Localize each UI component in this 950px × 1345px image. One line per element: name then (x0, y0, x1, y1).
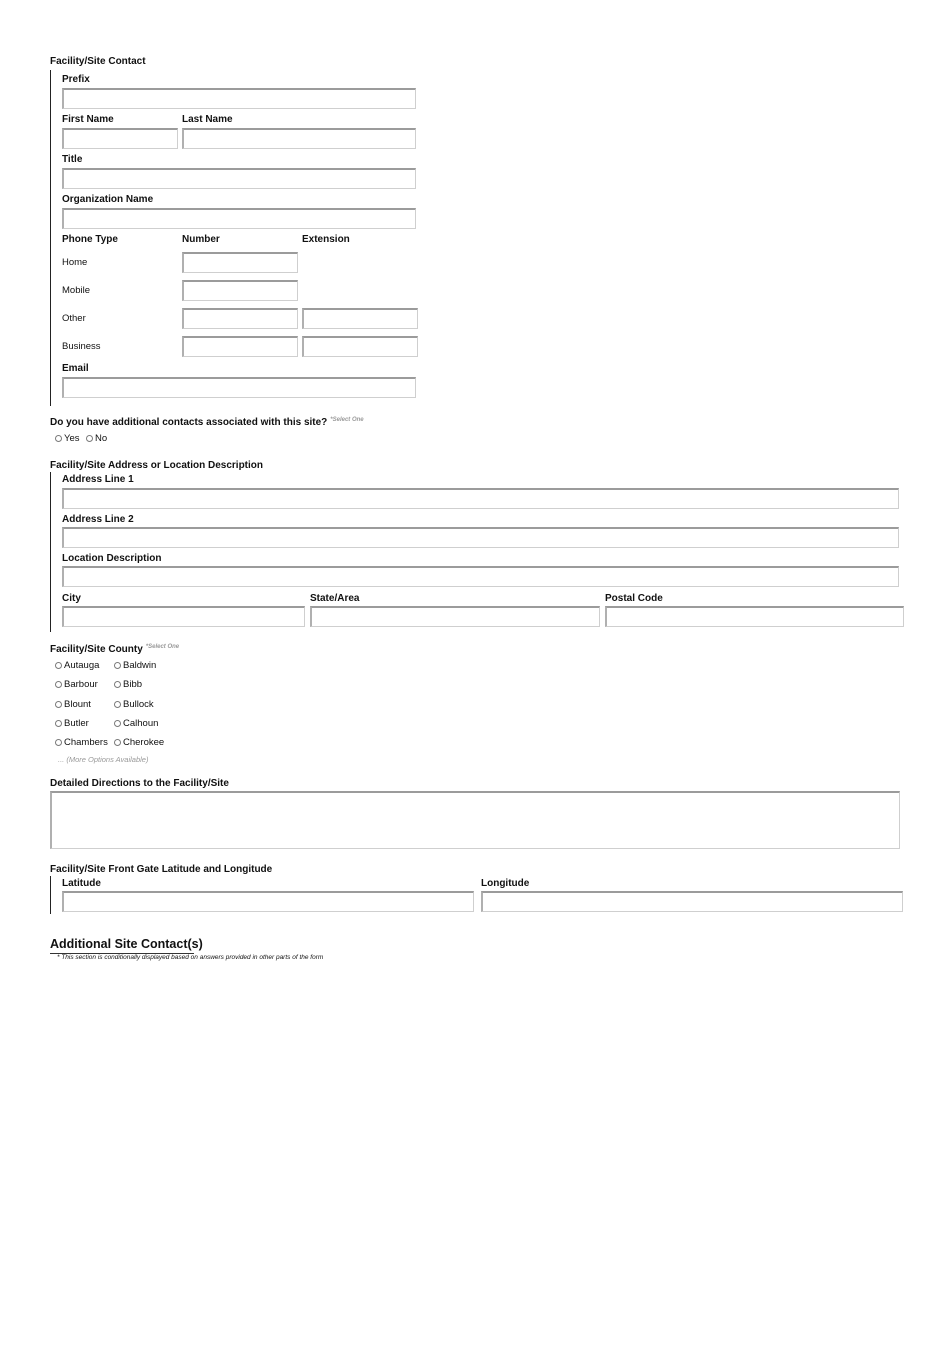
county-option-butler[interactable] (55, 718, 89, 729)
extension-label: Extension (302, 234, 350, 245)
directions-textarea[interactable] (50, 791, 900, 849)
longitude-input[interactable] (481, 891, 903, 912)
county-option-bullock[interactable] (114, 699, 154, 710)
longitude-label: Longitude (481, 878, 530, 889)
county-option-label: Bibb (123, 679, 143, 690)
address-section-bar (50, 472, 51, 632)
county-option-label: Barbour (64, 679, 98, 690)
radio-circle-icon[interactable] (55, 662, 62, 669)
gate-section-title: Facility/Site Front Gate Latitude and Longitude (50, 864, 273, 875)
last-name-label: Last Name (182, 114, 233, 125)
prefix-input[interactable] (62, 88, 416, 109)
organization-input[interactable] (62, 208, 416, 229)
title-input[interactable] (62, 168, 416, 189)
city-label: City (62, 593, 81, 604)
radio-circle-icon[interactable] (114, 739, 121, 746)
county-option-label: Autauga (64, 660, 100, 671)
county-option-label: Chambers (64, 737, 108, 748)
number-label: Number (182, 234, 220, 245)
phone-type-label: Phone Type (62, 234, 118, 245)
location-description-input[interactable] (62, 566, 899, 587)
email-input[interactable] (62, 377, 416, 398)
radio-circle-icon[interactable] (114, 681, 121, 688)
email-label: Email (62, 363, 89, 374)
latitude-label: Latitude (62, 878, 101, 889)
radio-yes-label: Yes (64, 433, 80, 444)
phone-type-business: Business (62, 341, 101, 352)
latitude-input[interactable] (62, 891, 474, 912)
conditional-note: * This section is conditionally displayed based on answers provided in other parts of the form (57, 954, 324, 961)
county-title-text: Facility/Site County (50, 644, 143, 655)
radio-circle-icon[interactable] (86, 435, 93, 442)
county-option-label: Blount (64, 699, 91, 710)
county-option-autauga[interactable] (55, 660, 99, 671)
phone-type-mobile: Mobile (62, 285, 90, 296)
radio-circle-icon[interactable] (55, 739, 62, 746)
county-option-label: Cherokee (123, 737, 165, 748)
radio-circle-icon[interactable] (114, 662, 121, 669)
additional-site-contacts-title: Additional Site Contact(s) (50, 937, 203, 951)
home-number-input[interactable] (182, 252, 298, 273)
business-extension-input[interactable] (302, 336, 418, 357)
other-number-input[interactable] (182, 308, 298, 329)
title-label: Title (62, 154, 83, 165)
county-option-label: Baldwin (123, 660, 157, 671)
county-option-label: Calhoun (123, 718, 159, 729)
first-name-input[interactable] (62, 128, 178, 149)
radio-yes[interactable] (55, 433, 80, 444)
additional-contacts-question-text: Do you have additional contacts associated with this site? (50, 417, 328, 428)
first-name-label: First Name (62, 114, 114, 125)
phone-type-other: Other (62, 313, 86, 324)
address-line2-input[interactable] (62, 527, 899, 548)
mobile-number-input[interactable] (182, 280, 298, 301)
county-option-bibb[interactable] (114, 679, 142, 690)
county-option-label: Bullock (123, 699, 154, 710)
county-option-label: Butler (64, 718, 89, 729)
radio-circle-icon[interactable] (114, 701, 121, 708)
address-line1-input[interactable] (62, 488, 899, 509)
organization-label: Organization Name (62, 194, 154, 205)
last-name-input[interactable] (182, 128, 416, 149)
county-option-calhoun[interactable] (114, 718, 158, 729)
county-option-barbour[interactable] (55, 679, 98, 690)
radio-circle-icon[interactable] (114, 720, 121, 727)
other-extension-input[interactable] (302, 308, 418, 329)
county-hint: *Select One (145, 644, 180, 650)
radio-circle-icon[interactable] (55, 681, 62, 688)
county-option-blount[interactable] (55, 699, 91, 710)
phone-type-home: Home (62, 257, 88, 268)
address-line2-label: Address Line 2 (62, 514, 134, 525)
gate-section-bar (50, 876, 51, 914)
prefix-label: Prefix (62, 74, 90, 85)
county-option-cherokee[interactable] (114, 737, 164, 748)
radio-no-label: No (95, 433, 108, 444)
location-description-label: Location Description (62, 553, 162, 564)
contact-section-bar (50, 70, 51, 406)
additional-contacts-question (50, 417, 364, 428)
county-option-chambers[interactable] (55, 737, 108, 748)
radio-circle-icon[interactable] (55, 720, 62, 727)
postal-code-label: Postal Code (605, 593, 663, 604)
address-line1-label: Address Line 1 (62, 474, 134, 485)
state-input[interactable] (310, 606, 600, 627)
state-label: State/Area (310, 593, 360, 604)
county-title (50, 644, 179, 655)
radio-no[interactable] (86, 433, 107, 444)
radio-circle-icon[interactable] (55, 435, 62, 442)
business-number-input[interactable] (182, 336, 298, 357)
directions-title: Detailed Directions to the Facility/Site (50, 778, 229, 789)
address-section-title: Facility/Site Address or Location Description (50, 460, 264, 471)
contact-section-title: Facility/Site Contact (50, 56, 146, 67)
city-input[interactable] (62, 606, 305, 627)
county-more-options: ... (More Options Available) (58, 755, 149, 764)
postal-code-input[interactable] (605, 606, 904, 627)
county-option-baldwin[interactable] (114, 660, 156, 671)
radio-circle-icon[interactable] (55, 701, 62, 708)
additional-contacts-hint: *Select One (330, 417, 364, 423)
